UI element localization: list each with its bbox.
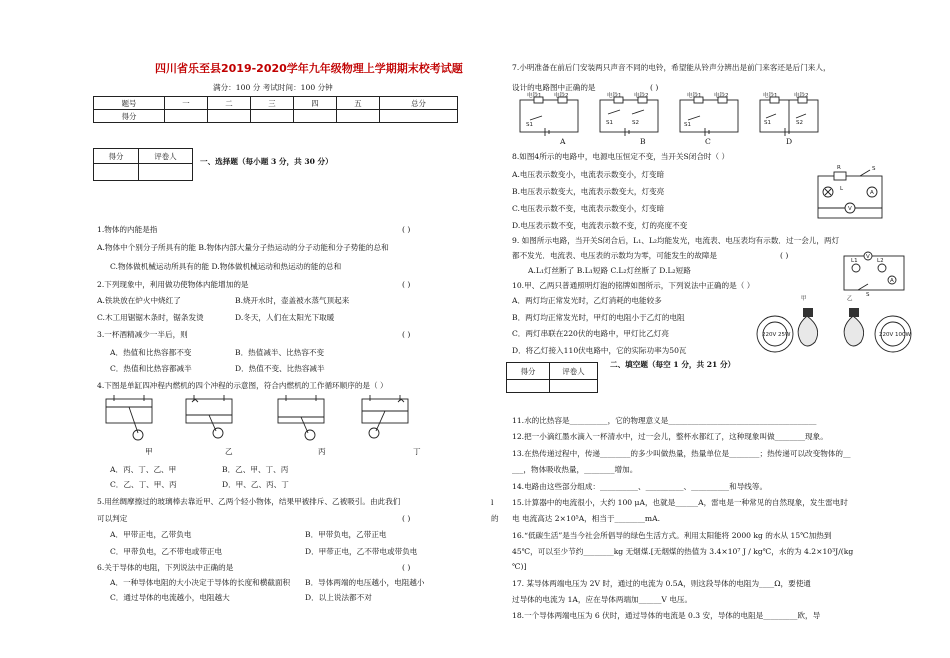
voltmeter-label: V	[866, 254, 870, 260]
table-cell	[251, 110, 294, 123]
table-cell	[507, 380, 550, 393]
q10-bulb-nameplates	[755, 286, 915, 364]
bell-label: 电铃1	[687, 93, 702, 99]
q10-option-a: A．两灯均正常发光时，乙灯消耗的电能较多	[512, 296, 662, 305]
bulb-label: 乙	[847, 296, 853, 302]
q8-option-c: C.电压表示数不变，电流表示数变小，灯变暗	[512, 204, 665, 213]
switch-label: S1	[764, 120, 771, 126]
q11-text: 11.水的比热容是__________，它的物理意义是_______________________________________	[512, 416, 817, 425]
bell-label: 电铃1	[607, 93, 622, 99]
q4-option-a: A．丙、丁、乙、甲	[110, 465, 177, 474]
section-1-heading: 一、选择题（每小题 3 分，共 30 分）	[200, 157, 333, 166]
q1-option-cd: C.物体做机械运动所具有的能 D.物体做机械运动和热运动的能的总和	[110, 262, 342, 271]
q16-text-3: ℃)]	[512, 562, 527, 571]
q10-option-c: C．两灯串联在220伏的电路中，甲灯比乙灯亮	[512, 329, 669, 338]
q5-stem-2: 可以判定	[97, 514, 128, 523]
q1-option-ab: A.物体中个别分子所具有的能 B.物体内部大量分子热运动的分子动能和分子势能的总和	[97, 243, 389, 252]
q6-bracket: ( )	[402, 563, 411, 572]
bell-label: 电铃2	[714, 93, 729, 99]
grader-box	[93, 148, 193, 181]
lamp-label: L	[840, 186, 844, 192]
q2-stem: 2.下列现象中，利用做功使物体内能增加的是	[97, 280, 249, 289]
page-title: 四川省乐至县2019-2020学年九年级物理上学期期末校考试题	[155, 62, 463, 75]
table-cell: 五	[337, 97, 380, 110]
table-cell	[337, 110, 380, 123]
engine-strokes-diagram	[100, 393, 430, 445]
q15-text: 15.计算器中的电流很小，大约 100 μA，也就是______A，雷电是一种常见的自然现象，发生雷电时	[512, 498, 848, 507]
score-table	[93, 96, 458, 123]
table-cell: 题号	[94, 97, 165, 110]
bulb-label: 甲	[801, 296, 807, 302]
q4-stem: 4.下图是单缸四冲程内燃机的四个冲程的示意图，符合内燃机的工作循环顺序的是（ ）	[97, 381, 388, 390]
q4-option-d: D．甲、乙、丙、丁	[222, 480, 289, 489]
q10-option-d: D．将乙灯接入110伏电路中，它的实际功率为50瓦	[512, 346, 687, 355]
q2-option-a: A.铁块放在炉火中烧红了	[97, 296, 181, 305]
table-cell	[139, 164, 193, 181]
q8-option-d: D.电压表示数不变，电流表示数不变，灯的亮度不变	[512, 221, 688, 230]
grader-box-2	[506, 362, 598, 393]
q7-label-c: C	[705, 137, 711, 146]
q7-label-b: B	[640, 137, 646, 146]
q3-option-b: B．热值减半、比热容不变	[235, 348, 325, 357]
q5-option-d: D．甲带正电，乙不带电或带负电	[305, 547, 418, 556]
bell-label: 电铃1	[763, 93, 778, 99]
q3-bracket: ( )	[402, 330, 411, 339]
q3-option-d: D．热值不变、比热容减半	[235, 364, 325, 373]
q6-option-d: D．以上说法都不对	[305, 593, 372, 602]
q4-label-jia: 甲	[145, 447, 153, 456]
q5-option-c: C．甲带负电，乙不带电或带正电	[110, 547, 223, 556]
table-cell	[380, 110, 458, 123]
table-cell: 评卷人	[139, 149, 193, 164]
score-table-score-row	[94, 110, 458, 123]
switch-label: S	[872, 166, 876, 172]
table-cell: 二	[208, 97, 251, 110]
q4-label-yi: 乙	[225, 447, 233, 456]
q13-text-2: ___，物体吸收热量，________增加。	[512, 465, 638, 474]
q12-text: 12.把一小滴红墨水滴入一杯清水中，过一会儿，整杯水都红了，这种现象叫做________现象。	[512, 432, 828, 441]
q9-options: A.L₁灯丝断了 B.L₁短路 C.L₂灯丝断了 D.L₂短路	[528, 266, 691, 275]
engine-stroke-ding	[362, 395, 408, 438]
q14-text: 14.电路由这些部分组成：__________、__________、__________和导线等。	[512, 482, 768, 491]
ammeter-label: A	[870, 190, 874, 196]
q6-option-b: B．导体两端的电压越小，电阻越小	[305, 578, 425, 587]
q2-option-b: B.烧开水时，壶盖被水蒸气顶起来	[235, 296, 350, 305]
table-cell	[208, 110, 251, 123]
engine-stroke-bing	[278, 395, 324, 440]
q16-text-2: 45℃，可以至少节约________kg 无烟煤.[无烟煤的热值为 3.4×10⁷ J / kg℃，水的为 4.2×10³J/(kg	[512, 547, 854, 556]
lamp-label: L1	[851, 258, 858, 264]
q10-option-b: B．两灯均正常发光时，甲灯的电阻小于乙灯的电阻	[512, 313, 685, 322]
q3-option-c: C．热值和比热容都减半	[110, 364, 192, 373]
q17-text-2: 过导体的电流为 1A，应在导体两端加______V 电压。	[512, 595, 693, 604]
q8-stem: 8.如图4所示的电路中，电源电压恒定不变，当开关S闭合时（ ）	[512, 152, 730, 161]
table-cell: 三	[251, 97, 294, 110]
ammeter-label: A	[890, 278, 894, 284]
q5-option-a: A．甲带正电，乙带负电	[110, 530, 192, 539]
q8-option-a: A.电压表示数变小，电流表示数变小，灯变暗	[512, 170, 665, 179]
table-cell: 评卷人	[550, 363, 598, 380]
q16-text: 16.“低碳生活”是当今社会所倡导的绿色生活方式。利用太阳能将 2000 kg 的水从 15℃加热到	[512, 531, 832, 540]
q4-label-ding: 丁	[413, 447, 421, 456]
q4-option-b: B．乙、甲、丁、丙	[222, 465, 289, 474]
q8-circuit-diagram	[800, 164, 895, 226]
bell-label: 电铃1	[527, 93, 542, 99]
q7-circuit-c	[680, 91, 738, 136]
engine-stroke-yi	[186, 395, 232, 438]
q7-label-d: D	[786, 137, 793, 146]
table-cell: 得分	[94, 149, 139, 164]
voltmeter-label: V	[848, 206, 852, 212]
q1-bracket: ( )	[402, 225, 411, 234]
q7-label-a: A	[560, 137, 566, 146]
q2-bracket: ( )	[402, 280, 411, 289]
table-cell	[294, 110, 337, 123]
switch-label: S1	[606, 120, 613, 126]
q2-option-d: D.冬天，人们在太阳光下取暖	[235, 313, 335, 322]
q7-circuit-b	[600, 91, 658, 136]
q4-option-c: C．乙、丁、甲、丙	[110, 480, 177, 489]
q9-stem-2: 都不发光．电流表、电压表的示数均为零，可能发生的故障是	[512, 251, 718, 260]
q10-stem: 10.甲、乙两只普通照明灯泡的铭牌如图所示，下列说法中正确的是（ ）	[512, 281, 755, 290]
nameplate-label: 220V 100W	[879, 332, 911, 338]
table-cell: 四	[294, 97, 337, 110]
switch-label: S1	[526, 122, 533, 128]
switch-label: S2	[632, 120, 639, 126]
q3-stem: 3.一杯酒精减少一半后，则	[97, 330, 188, 339]
table-cell: 得分	[94, 110, 165, 123]
q5-bracket: ( )	[402, 514, 411, 523]
section-2-heading: 二、填空题（每空 1 分，共 21 分）	[610, 360, 736, 369]
table-cell	[165, 110, 208, 123]
q6-option-a: A．一种导体电阻的大小决定于导体的长度和横截面积	[110, 578, 291, 587]
table-cell: 得分	[507, 363, 550, 380]
table-cell: 总分	[380, 97, 458, 110]
q17-text: 17. 某导体两端电压为 2V 时，通过的电流为 0.5A，则这段导体的电阻为____Ω，要使通	[512, 579, 811, 588]
table-cell	[550, 380, 598, 393]
table-cell: 一	[165, 97, 208, 110]
q9-stem: 9. 如图所示电路，当开关S闭合后，L₁、L₂均能发光，电流表、电压表均有示数．过一会儿，两灯	[512, 236, 840, 245]
margin-mark: l	[491, 498, 494, 507]
engine-stroke-jia	[106, 395, 152, 440]
q15-text-2: 电 电流高达 2×10⁵A，相当于________mA.	[512, 514, 661, 523]
bell-label: 电铃2	[794, 93, 809, 99]
q7-bracket: ( )	[650, 83, 659, 92]
q5-option-b: B．甲带负电，乙带正电	[305, 530, 387, 539]
bell-label: 电铃2	[634, 93, 649, 99]
nameplate-label: 220V 25W	[762, 332, 791, 338]
q6-option-c: C．通过导体的电流越小，电阻越大	[110, 593, 230, 602]
q2-option-c: C.木工用锯锯木条时，锯条发烫	[97, 313, 204, 322]
switch-label: S1	[684, 122, 691, 128]
switch-label: S	[866, 292, 870, 298]
q8-option-b: B.电压表示数变大，电流表示数变大，灯变亮	[512, 187, 665, 196]
bulb-yi	[844, 295, 864, 346]
q5-stem: 5.用丝绸摩擦过的玻璃棒去靠近甲、乙两个轻小物体，结果甲被排斥、乙被吸引。由此我们	[97, 497, 401, 506]
q7-circuit-d	[760, 91, 818, 136]
lamp-label: L2	[877, 258, 884, 264]
switch-label: S2	[796, 120, 803, 126]
q1-stem: 1.物体的内能是指	[97, 225, 158, 234]
margin-mark: 的	[491, 514, 499, 523]
bell-label: 电铃2	[554, 93, 569, 99]
q7-stem-2: 设计的电路图中正确的是	[512, 83, 596, 92]
bulb-jia	[798, 294, 818, 346]
q4-label-bing: 丙	[318, 447, 326, 456]
q13-text: 13.在热传递过程中，传递________的多少叫做热量，热量单位是________；热传递可以改变物体的__	[512, 449, 851, 458]
q6-stem: 6.关于导体的电阻，下列说法中正确的是	[97, 563, 234, 572]
q9-bracket: ( )	[780, 251, 789, 260]
q7-circuit-a	[520, 91, 578, 136]
table-cell	[94, 164, 139, 181]
score-table-header-row	[94, 97, 458, 110]
q7-circuit-diagrams	[512, 94, 832, 140]
q3-option-a: A．热值和比热容都不变	[110, 348, 192, 357]
q18-text: 18.一个导体两端电压为 6 伏时，通过导体的电流是 0.3 安，导体的电阻是_________欧，导	[512, 611, 821, 620]
resistor-label: R	[837, 165, 841, 171]
exam-meta: 满分：100 分 考试时间：100 分钟	[213, 83, 333, 92]
q7-stem: 7.小明准备在前后门安装两只声音不同的电铃，希望能从铃声分辨出是前门来客还是后门来人，	[512, 63, 831, 72]
